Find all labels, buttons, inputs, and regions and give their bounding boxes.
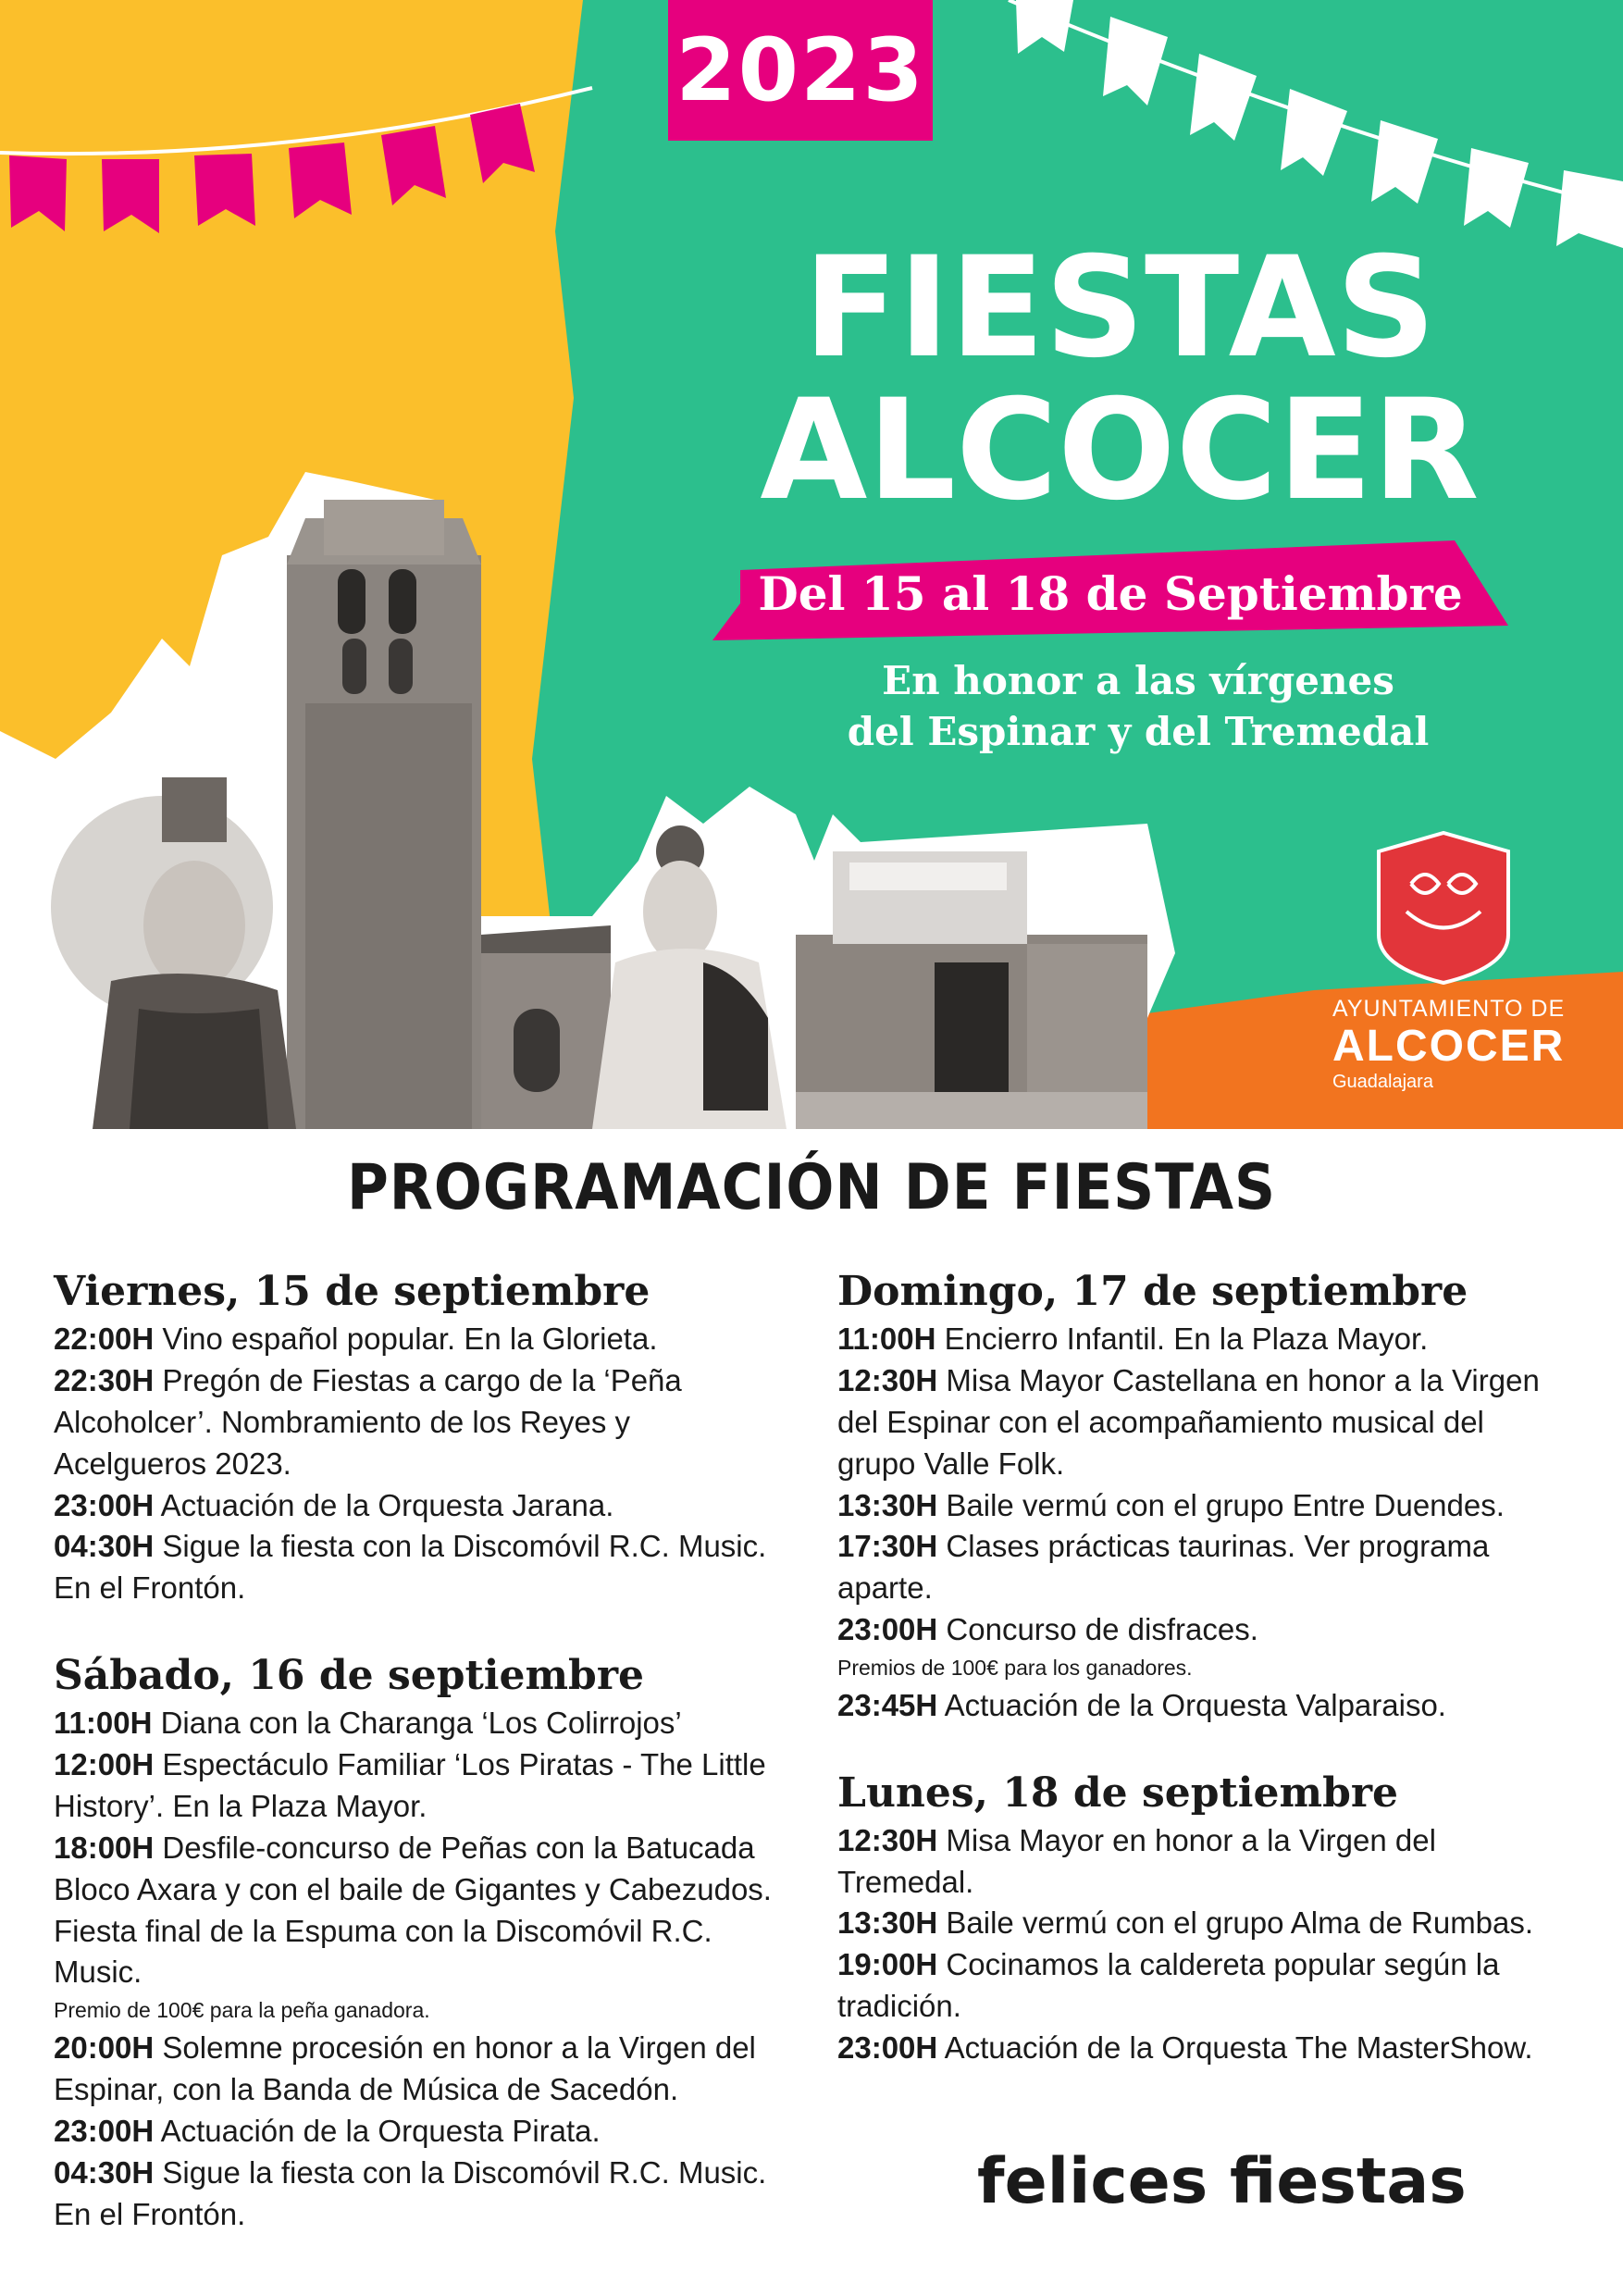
event-time: 12:30H [837, 1822, 938, 1857]
day-saturday [54, 1652, 775, 2235]
event-time: 13:30H [837, 1487, 938, 1522]
day-sunday [837, 1268, 1559, 1727]
schedule-column-right [837, 1268, 1559, 2112]
event-text: Vino español popular. En la Glorieta. [162, 1322, 658, 1356]
event-item [54, 1526, 775, 1609]
event-time: 20:00H [54, 2030, 155, 2066]
dates-text: Del 15 al 18 de Septiembre [758, 565, 1463, 621]
event-note: Premio de 100€ para la peña ganadora. [54, 1998, 430, 2023]
event-item [837, 1903, 1559, 1944]
title-line-2: ALCOCER [760, 370, 1480, 531]
event-time: 12:30H [837, 1362, 938, 1397]
honor-line-1: En honor a las vírgenes [882, 658, 1394, 703]
event-time: 11:00H [837, 1322, 936, 1356]
title-line-1: FIESTAS [803, 228, 1436, 389]
event-time: 12:00H [54, 1747, 155, 1781]
program-title: PROGRAMACIÓN DE FIESTAS [346, 1151, 1277, 1224]
event-time: 04:30H [54, 2154, 155, 2190]
event-text: Misa Mayor en honor a la Virgen del Tremedal. [837, 1822, 1436, 1899]
event-time: 23:00H [837, 1612, 938, 1647]
event-item [837, 1820, 1559, 1904]
event-time: 19:00H [837, 1947, 938, 1982]
event-item [54, 2153, 775, 2236]
event-time: 23:00H [54, 1487, 155, 1522]
event-item [837, 1944, 1559, 2028]
event-text: Misa Mayor Castellana en honor a la Virgen del Espinar con el acompañamiento musical del grupo Valle Folk. [837, 1362, 1540, 1481]
event-item [837, 1485, 1559, 1527]
event-item [837, 1685, 1559, 1727]
event-item [54, 1319, 775, 1360]
event-text: Sigue la fiesta con la Discomóvil R.C. Music. En el Frontón. [54, 2154, 767, 2231]
dates-banner [712, 555, 1508, 631]
event-item [837, 1360, 1559, 1485]
day-monday [837, 1769, 1559, 2069]
event-item [54, 1744, 775, 1828]
council-line-3: Guadalajara [1332, 1071, 1433, 1092]
event-text: Actuación de la Orquesta Valparaiso. [944, 1687, 1446, 1722]
day-title: Lunes, 18 de septiembre [837, 1769, 1399, 1817]
year-text: 2023 [675, 19, 925, 121]
day-title: Viernes, 15 de septiembre [54, 1268, 650, 1315]
council-line-1: AYUNTAMIENTO DE [1332, 996, 1566, 1022]
event-item [54, 2111, 775, 2153]
event-text: Baile vermú con el grupo Alma de Rumbas. [946, 1905, 1534, 1941]
council-line-2: ALCOCER [1332, 1022, 1566, 1071]
event-time: 18:00H [54, 1830, 155, 1865]
event-note: Premios de 100€ para los ganadores. [837, 1656, 1193, 1680]
event-text: Actuación de la Orquesta The MasterShow. [944, 2030, 1533, 2066]
event-item [54, 1485, 775, 1527]
event-time: 13:30H [837, 1905, 938, 1941]
event-text: Pregón de Fiestas a cargo de la ‘Peña Alcoholcer’. Nombramiento de los Reyes y Acelgueros 2023. [54, 1362, 682, 1481]
event-text: Actuación de la Orquesta Pirata. [160, 2113, 601, 2148]
event-text: Actuación de la Orquesta Jarana. [160, 1487, 614, 1522]
event-text: Encierro Infantil. En la Plaza Mayor. [944, 1322, 1429, 1356]
event-text: Espectáculo Familiar ‘Los Piratas - The Little History’. En la Plaza Mayor. [54, 1747, 766, 1823]
festival-title [703, 228, 1536, 531]
closing-greeting: felices fiestas [977, 2145, 1467, 2218]
event-item [837, 1526, 1559, 1609]
event-item [54, 1360, 775, 1485]
event-time: 11:00H [54, 1706, 153, 1741]
event-text: Baile vermú con el grupo Entre Duendes. [946, 1487, 1505, 1522]
event-item [54, 2028, 775, 2111]
event-text: Clases prácticas taurinas. Ver programa aparte. [837, 1529, 1490, 1606]
event-text: Sigue la fiesta con la Discomóvil R.C. Music. En el Frontón. [54, 1529, 767, 1606]
event-time: 22:00H [54, 1322, 155, 1356]
event-item [837, 2028, 1559, 2069]
event-item [837, 1609, 1559, 1651]
day-title: Domingo, 17 de septiembre [837, 1268, 1468, 1315]
event-time: 23:00H [837, 2030, 938, 2066]
honor-text [777, 655, 1499, 758]
event-item [54, 1828, 775, 1994]
event-time: 23:00H [54, 2113, 155, 2148]
event-time: 22:30H [54, 1362, 155, 1397]
event-text: Concurso de disfraces. [946, 1612, 1258, 1647]
event-text: Solemne procesión en honor a la Virgen del Espinar, con la Banda de Música de Sacedón. [54, 2030, 756, 2106]
day-title: Sábado, 16 de septiembre [54, 1652, 644, 1700]
event-time: 04:30H [54, 1529, 155, 1564]
event-item [54, 1703, 775, 1744]
schedule-column-left [54, 1268, 775, 2277]
year-badge [668, 0, 933, 141]
day-friday [54, 1268, 775, 1609]
event-text: Cocinamos la caldereta popular según la tradición. [837, 1947, 1500, 2024]
event-time: 23:45H [837, 1687, 938, 1722]
event-text: Desfile-concurso de Peñas con la Batucada Bloco Axara y con el baile de Gigantes y Cabezudos. Fiesta final de la Espuma con la Discomóvil R.C. Music. [54, 1830, 772, 1990]
event-text: Diana con la Charanga ‘Los Colirrojos’ [160, 1706, 682, 1741]
council-crest-icon [1379, 833, 1508, 983]
event-time: 17:30H [837, 1529, 938, 1564]
event-item [837, 1319, 1559, 1360]
honor-line-2: del Espinar y del Tremedal [847, 709, 1430, 755]
council-logo-text [1332, 996, 1565, 1093]
